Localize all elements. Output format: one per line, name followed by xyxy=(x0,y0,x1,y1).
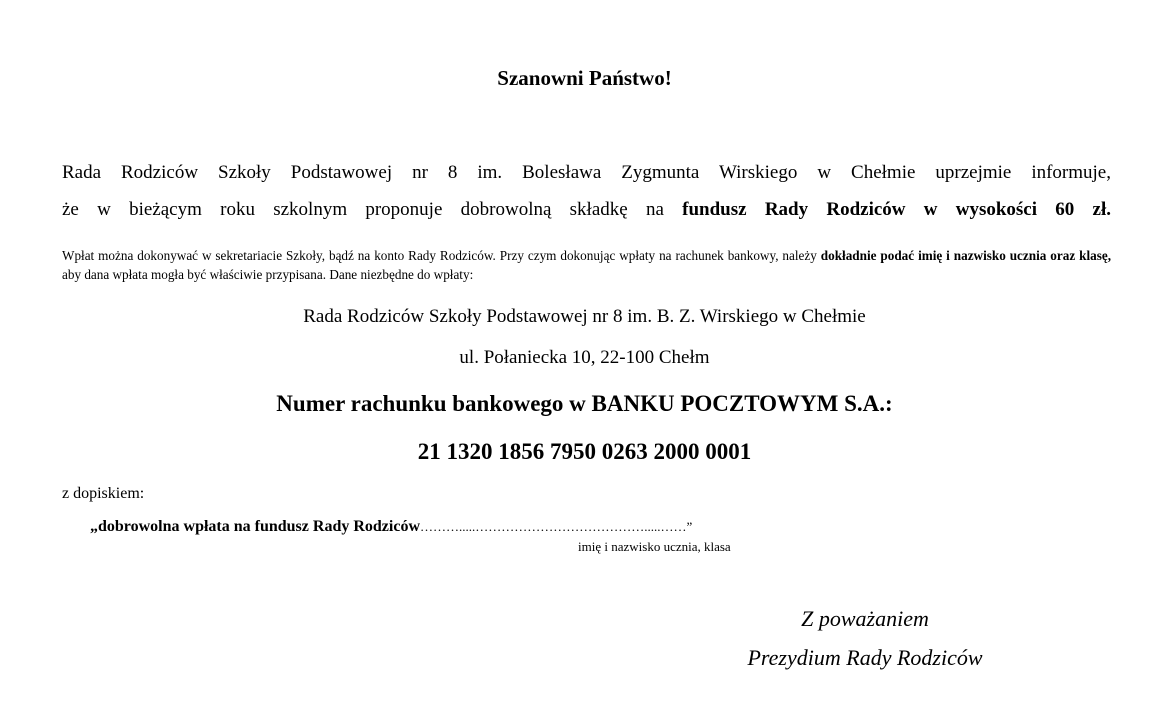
note-label: z dopiskiem: xyxy=(62,485,145,502)
transfer-caption: imię i nazwisko ucznia, klasa xyxy=(578,539,731,554)
transfer-title: „dobrowolna wpłata na fundusz Rady Rodziców xyxy=(90,518,420,535)
closing-greeting: Z poważaniem xyxy=(801,606,929,631)
intro-line-2 xyxy=(62,191,1111,228)
closing-signature: Prezydium Rady Rodziców xyxy=(747,645,983,670)
letter-title: Szanowni Państwo! xyxy=(497,66,672,90)
payment-info-text-end: aby dana wpłata mogła być właściwie przypisana. Dane niezbędne do wpłaty: xyxy=(62,267,474,282)
contribution-amount: fundusz Rady Rodziców w wysokości 60 zł xyxy=(682,199,1107,220)
bank-heading: Numer rachunku bankowego w BANKU POCZTOWYM S.A.: xyxy=(276,391,893,416)
transfer-title-line xyxy=(90,516,692,538)
payment-info-emphasis: dokładnie podać imię i nazwisko ucznia oraz klasę, xyxy=(820,248,1111,263)
intro-line-2-end: . xyxy=(1106,199,1111,220)
recipient-name: Rada Rodziców Szkoły Podstawowej nr 8 im. B. Z. Wirskiego w Chełmie xyxy=(303,306,866,327)
account-number: 21 1320 1856 7950 0263 2000 0001 xyxy=(417,439,752,464)
intro-paragraph xyxy=(62,154,1111,228)
recipient-address: ul. Połaniecka 10, 22-100 Chełm xyxy=(459,347,710,368)
payment-info-paragraph xyxy=(62,246,1111,284)
intro-line-2-text: że w bieżącym roku szkolnym proponuje dobrowolną składkę na xyxy=(62,199,683,220)
payment-info-text: Wpłat można dokonywać w sekretariacie Szkoły, bądź na konto Rady Rodziców. Przy czym dokonując wpłaty na rachunek bankowy, należy xyxy=(62,248,821,263)
transfer-name-placeholder: ……….....………………………………….....……” xyxy=(420,519,693,534)
intro-line-1: Rada Rodziców Szkoły Podstawowej nr 8 im. Bolesława Zygmunta Wirskiego w Chełmie uprzejmie informuje, xyxy=(62,162,1111,183)
